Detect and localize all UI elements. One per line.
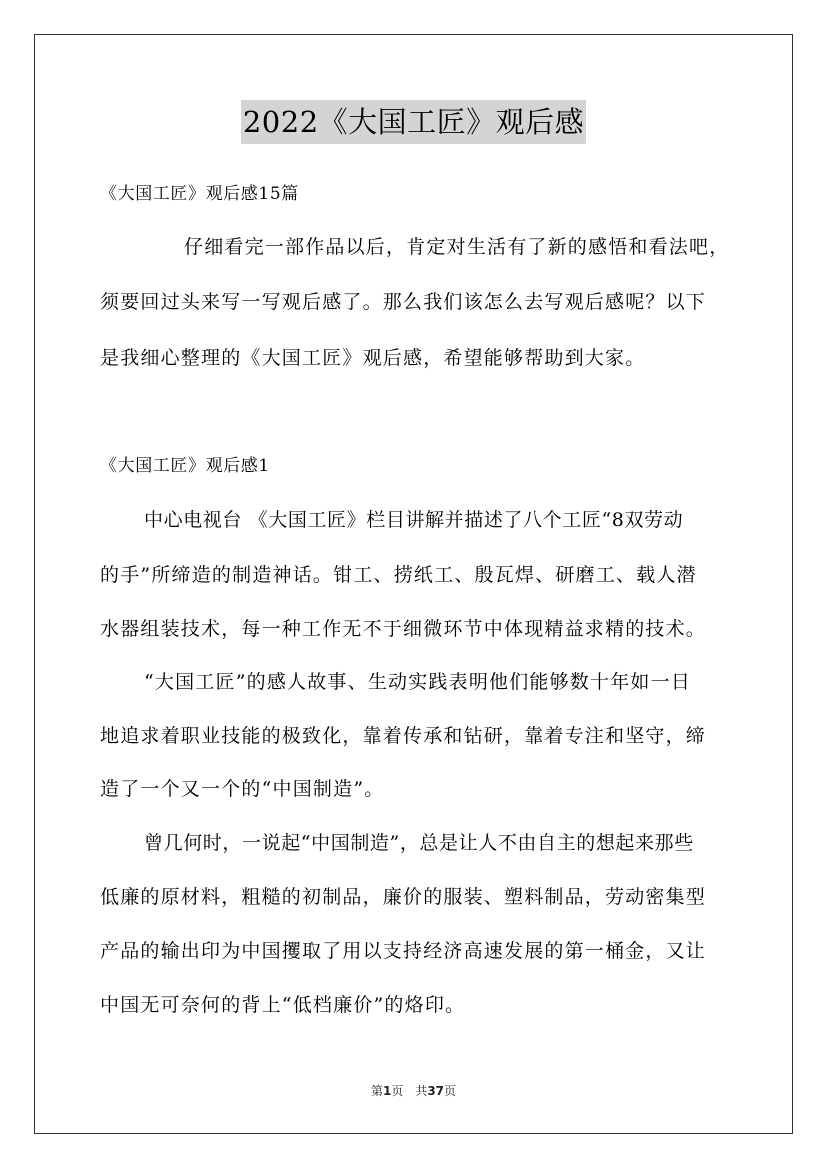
- paragraph-line: 曾几何时，一说起“中国制造”，总是让人不由自主的想起来那些: [144, 832, 694, 854]
- paragraph-line: 低廉的原材料，粗糙的初制品，廉价的服装、塑料制品，劳动密集型: [100, 886, 707, 908]
- title-container: [0, 100, 827, 144]
- footer-page-total: 37: [427, 1084, 445, 1098]
- paragraph-line: 造了一个又一个的“中国制造”。: [100, 778, 385, 800]
- intro-line: 是我细心整理的《大国工匠》观后感，希望能够帮助到大家。: [100, 347, 646, 369]
- document-title: 2022《大国工匠》观后感: [241, 100, 586, 144]
- footer-page-prefix: 第: [370, 1084, 383, 1098]
- page-footer: [0, 1082, 827, 1099]
- footer-page-suffix: 页: [444, 1084, 457, 1098]
- paragraph-line: 中国无可奈何的背上“低档廉价”的烙印。: [100, 994, 466, 1016]
- paragraph-line: 水器组装技术，每一种工作无不于细微环节中体现精益求精的技术。: [100, 618, 707, 640]
- section-heading: 《大国工匠》观后感1: [100, 456, 270, 476]
- paragraph-line: “大国工匠”的感人故事、生动实践表明他们能够数十年如一日: [144, 671, 692, 693]
- paragraph-line: 地追求着职业技能的极致化，靠着传承和钻研，靠着专注和坚守，缔: [100, 725, 707, 747]
- paragraph-line: 产品的输出印为中国攫取了用以支持经济高速发展的第一桶金，又让: [100, 940, 707, 962]
- intro-line: 仔细看完一部作品以后，肯定对生活有了新的感悟和看法吧，: [184, 236, 730, 258]
- footer-page-mid: 页 共: [391, 1084, 428, 1098]
- paragraph-line: 中心电视台 《大国工匠》栏目讲解并描述了八个工匠“8双劳动: [144, 509, 684, 531]
- document-subtitle: 《大国工匠》观后感15篇: [100, 184, 299, 204]
- intro-line: 须要回过头来写一写观后感了。那么我们该怎么去写观后感呢？以下: [100, 291, 707, 313]
- footer-page-number: 1: [382, 1084, 392, 1098]
- paragraph-line: 的手”所缔造的制造神话。钳工、捞纸工、殷瓦焊、研磨工、载人潜: [100, 564, 697, 586]
